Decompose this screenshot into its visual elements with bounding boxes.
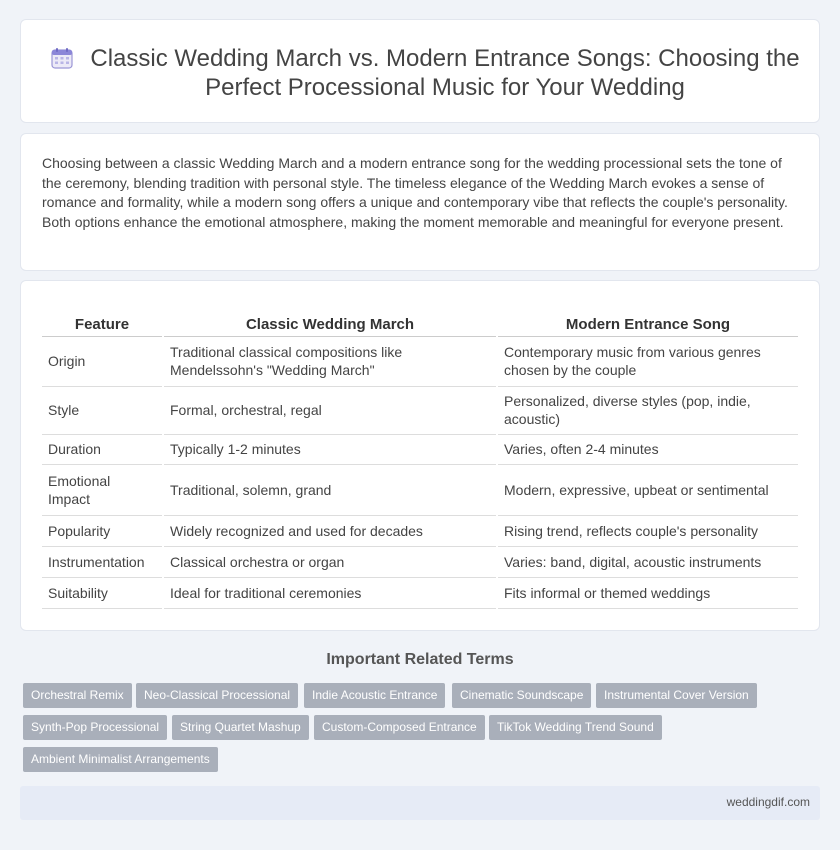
term-tag[interactable]: Orchestral Remix — [23, 683, 132, 708]
table-row — [42, 336, 798, 386]
feature-cell: Popularity — [42, 515, 163, 546]
classic-cell: Widely recognized and used for decades — [163, 515, 497, 546]
term-tag[interactable]: Custom-Composed Entrance — [314, 715, 485, 740]
column-header-classic: Classic Wedding March — [163, 314, 497, 336]
modern-cell: Contemporary music from various genres chosen by the couple — [497, 336, 798, 386]
table-row — [42, 515, 798, 546]
classic-cell: Formal, orchestral, regal — [163, 386, 497, 434]
column-header-feature: Feature — [42, 314, 163, 336]
feature-cell: Style — [42, 386, 163, 434]
intro-paragraph: Choosing between a classic Wedding March and a modern entrance song for the wedding processional sets the tone of the ceremony, blending tradition with personal style. The timeless elegance of the Wedding March evokes a sense of romance and formality, while a modern song offers a unique and contemporary vibe that reflects the couple's personality. Both options enhance the emotional atmosphere, making the moment memorable and meaningful for everyone present. — [42, 155, 788, 230]
table-row — [42, 546, 798, 577]
modern-cell: Modern, expressive, upbeat or sentimental — [497, 464, 798, 515]
calendar-icon — [51, 47, 73, 69]
classic-cell: Classical orchestra or organ — [163, 546, 497, 577]
modern-cell: Varies, often 2-4 minutes — [497, 434, 798, 464]
table-header-row — [42, 314, 798, 336]
term-tag[interactable]: String Quartet Mashup — [172, 715, 309, 740]
table-row — [42, 577, 798, 608]
footer-site-link[interactable]: weddingdif.com — [726, 795, 810, 809]
classic-cell: Traditional classical compositions like Mendelssohn's "Wedding March" — [163, 336, 497, 386]
modern-cell: Rising trend, reflects couple's personality — [497, 515, 798, 546]
feature-cell: Instrumentation — [42, 546, 163, 577]
modern-cell: Varies: band, digital, acoustic instruments — [497, 546, 798, 577]
modern-cell: Personalized, diverse styles (pop, indie, acoustic) — [497, 386, 798, 434]
feature-cell: Emotional Impact — [42, 464, 163, 515]
modern-cell: Fits informal or themed weddings — [497, 577, 798, 608]
table-row — [42, 386, 798, 434]
term-tag[interactable]: Instrumental Cover Version — [596, 683, 757, 708]
table-row — [42, 434, 798, 464]
table-row — [42, 464, 798, 515]
title-card — [20, 19, 820, 123]
feature-cell: Origin — [42, 336, 163, 386]
related-terms-heading: Important Related Terms — [326, 651, 514, 668]
feature-cell: Suitability — [42, 577, 163, 608]
term-tag[interactable]: Neo-Classical Processional — [136, 683, 298, 708]
term-tag[interactable]: Synth-Pop Processional — [23, 715, 167, 740]
term-tag[interactable]: Indie Acoustic Entrance — [304, 683, 445, 708]
classic-cell: Typically 1-2 minutes — [163, 434, 497, 464]
classic-cell: Traditional, solemn, grand — [163, 464, 497, 515]
feature-cell: Duration — [42, 434, 163, 464]
column-header-modern: Modern Entrance Song — [497, 314, 798, 336]
term-tag[interactable]: Cinematic Soundscape — [452, 683, 591, 708]
comparison-card — [20, 280, 820, 631]
term-tag[interactable]: Ambient Minimalist Arrangements — [23, 747, 218, 772]
classic-cell: Ideal for traditional ceremonies — [163, 577, 497, 608]
footer — [20, 786, 820, 820]
comparison-table — [42, 314, 798, 609]
term-tag[interactable]: TikTok Wedding Trend Sound — [489, 715, 662, 740]
intro-card — [20, 133, 820, 271]
page-title: Classic Wedding March vs. Modern Entrance Songs: Choosing the Perfect Processional Music for Your Wedding — [90, 45, 800, 101]
